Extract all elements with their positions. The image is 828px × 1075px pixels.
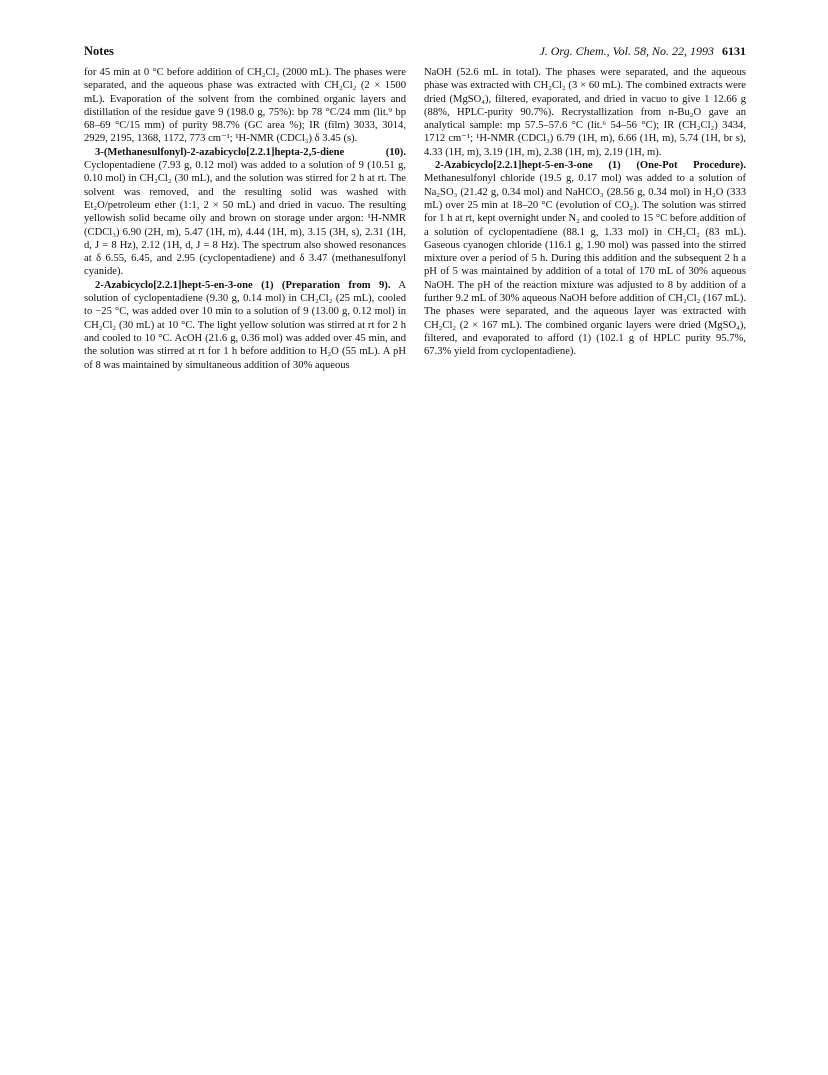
paragraph-continuation	[84, 66, 406, 146]
paragraph-text: NaOH (52.6 mL in total). The phases were separated, and the aqueous phase was extracted with CH₂Cl₂ (3 × 60 mL). The combined extracts were dried (MgSO₄), filtered, evaporated, and dried in vacuo to give 1 12.66 g (88%, HPLC-purity 90.7%). Recrystallization from n-Bu₂O gave an analytical sample: mp 57.5–57.6 °C (lit.⁶ 54–56 °C); IR (CH₂Cl₂) 3434, 1712 cm⁻¹; ¹H-NMR (CDCl₃) 6.79 (1H, m), 6.66 (1H, m), 5.74 (1H, br s), 4.33 (1H, m), 3.19 (1H, m), 2.38 (1H, m), 2.19 (1H, m).	[424, 67, 746, 158]
running-header	[84, 44, 746, 64]
left-column	[84, 66, 406, 372]
paragraph-heading: 2-Azabicyclo[2.2.1]hept-5-en-3-one (1) (One-Pot Procedure).	[435, 160, 746, 172]
paragraph-heading: 2-Azabicyclo[2.2.1]hept-5-en-3-one (1) (Preparation from 9).	[95, 279, 391, 291]
journal-citation	[539, 44, 746, 59]
paragraph-continuation	[424, 66, 746, 159]
paragraph-one-pot-procedure	[424, 159, 746, 358]
paragraph-compound-1-from-9	[84, 279, 406, 372]
paragraph-compound-10	[84, 146, 406, 279]
paragraph-heading: 3-(Methanesulfonyl)-2-azabicyclo[2.2.1]hepta-2,5-diene (10).	[95, 146, 406, 158]
right-column	[424, 66, 746, 359]
paragraph-text: A solution of cyclopentadiene (9.30 g, 0.14 mol) in CH₂Cl₂ (25 mL), cooled to −25 °C, was added over 10 min to a solution of 9 (13.00 g, 0.12 mol) in CH₂Cl₂ (30 mL) at 10 °C. The light yellow solution was stirred at rt for 2 h and cooled to 10 °C. AcOH (21.6 g, 0.36 mol) was added over 45 min, and the solution was stirred at rt for 1 h before addition to H₂O (55 mL). A pH of 8 was maintained by simultaneous addition of 30% aqueous	[84, 279, 406, 371]
paragraph-text: Methanesulfonyl chloride (19.5 g, 0.17 mol) was added to a solution of Na₂SO₃ (21.42 g, 0.34 mol) and NaHCO₃ (28.56 g, 0.34 mol) in H₂O (333 mL) over 25 min at 18–20 °C (evolution of CO₂). The solution was stirred for 1 h at rt, kept overnight under N₂ and cooled to 15 °C before addition of a solution of cyclopentadiene (88.1 g, 1.33 mol) in CH₂Cl₂ (83 mL). Gaseous cyanogen chloride (116.1 g, 1.90 mol) was passed into the stirred mixture over a period of 5 h. During this addition and the subsequent 2 h a pH of 5 was maintained by addition of a total of 170 mL of 30% aqueous NaOH. The pH of the reaction mixture was adjusted to 8 by addition of a further 9.2 mL of 30% aqueous NaOH before addition of CH₂Cl₂ (167 mL). The phases were separated, and the aqueous layer was extracted with CH₂Cl₂ (2 × 167 mL). The combined organic layers were dried (MgSO₄), filtered, and evaporated to afford (1) (102.1 g of HPLC purity 95.7%, 67.3% yield from cyclopentadiene).	[424, 173, 746, 358]
paragraph-text: for 45 min at 0 °C before addition of CH₂Cl₂ (2000 mL). The phases were separated, and the aqueous phase was extracted with CH₂Cl₂ (2 × 1500 mL). Evaporation of the solvent from the combined organic layers and distillation of the residue gave 9 (198.0 g, 75%): bp 78 °C/24 mm (lit.⁹ bp 68–69 °C/15 mm) of purity 98.7% (GC area %); IR (film) 3033, 3014, 2929, 2195, 1368, 1172, 773 cm⁻¹; ¹H-NMR (CDCl₃) δ 3.45 (s).	[84, 67, 406, 145]
paragraph-text: Cyclopentadiene (7.93 g, 0.12 mol) was added to a solution of 9 (10.51 g, 0.10 mol) in CH₂Cl₂ (30 mL), and the solution was stirred for 2 h at rt. The solvent was removed, and the resulting solid was washed with Et₂O/petroleum ether (1:1, 2 × 50 mL) and dried in vacuo. The resulting yellowish solid became oily and brown on storage under argon: ¹H-NMR (CDCl₃) 6.90 (2H, m), 5.47 (1H, m), 4.44 (1H, m), 3.15 (3H, s), 2.31 (1H, d, J = 8 Hz), 2.12 (1H, d, J = 8 Hz). The spectrum also showed resonances at δ 6.55, 6.45, and 2.95 (cyclopentadiene) and δ 3.47 (methanesulfonyl cyanide).	[84, 160, 406, 278]
section-label: Notes	[84, 44, 114, 58]
page-number: 6131	[722, 44, 746, 58]
journal-name: J. Org. Chem., Vol. 58, No. 22, 1993	[539, 44, 714, 58]
